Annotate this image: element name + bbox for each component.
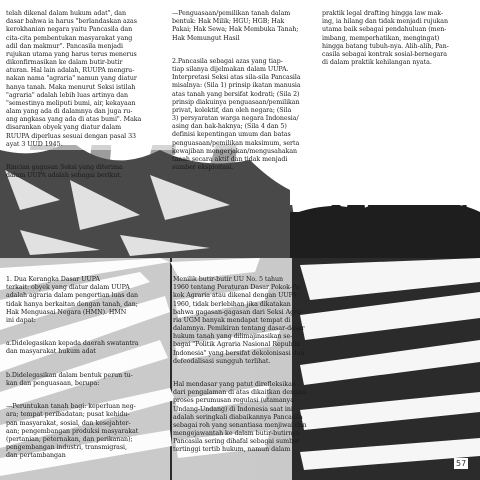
paragraph: —Penguasaan/pemilikan tanah dalam bentuk: Hak Milik; HGU; HGB; Hak Pakai; Hak Sewa; Hak Membuka Tanah; Hak Memungut Hasil — [172, 10, 299, 42]
paragraph: b.Didelegasikan dalam bentuk perun tu- kan dan penguasaan, berupa: — [6, 371, 133, 387]
paragraph: 2.Pancasila sebagai azas yang tiap- tiap silanya dijelmakan dalam UUPA. Interpretasi Seksi atas sila-sila Pancasila misalnya: (Sila 1) prinsip ikatan manusia atas tanah yang bersifat kodrati; (Sila 2) prinsip diakuinya penguasaan/pemilikan privat, kolektif, dan oleh negara; (Sila 3) persyaratan warga negara Indonesia/ asing dan hak-haknya; (Sila 4 dan 5) definisi kepentingan umum dan batas penguasaan/pemilikan maksimum, serta kewajiban mengerjakan/mengusahakan tanah secara aktif dan tidak menjadi sumber eksploitasi. — [172, 57, 301, 171]
paragraph: telah dikenal dalam hukum adat", dan dasar bahwa ia harus "berlandaskan azas kerokhanian negara yaitu Pancasila dan cita-cita pembentukan masyarakat yang adil dan makmur". Pancasila menjadi rujukan utama yang harus terus menerus dikonfirmasikan ke dalam butir-butir aturan. Hal lain adalah, RUUPA mengru- nakan nama "agraria" namun yang diatur hanya tanah. Maka menurut Seksi istilah "agraria" adalah lebih luas artinya dan "semestinya meliputi bumi, air, kekayaan alam yang ada di dalamnya dan juga ru- ang angkasa yang ada di atas bumi". Maka disarankan obyek yang diatur dalam RUUPA diperluas sesuai dengan pasal 33 ayat 3 UUD 1945. — [6, 10, 142, 148]
paragraph: Menilik butir-butir UU No. 5 tahun 1960 tentang Peraturan Dasar Pokok-Po- kok Agraria atau dikenal dengan UUPA 1960, tidak berlebihan jika dikatakan bahwa gagasan-gagasan dari Seksi Agra- ria UGM banyak mendapat tempat di dalamnya. Pemikiran tentang dasar-dasar hukum tanah yang dilimajinasikan se- bagai "Politik Agraria Nasional Republik Indonesia" yang bersifat dekolonisasi dan defeodalisasi sungguh terlihat. — [173, 276, 305, 365]
top-column-1 — [6, 2, 161, 195]
paragraph: —Peruntukan tanah bagi: keperluan neg- ara; tempat peribadatan; pusat kehidu- pan masyarakat, sosial, dan kesejahter- aan; pengembangan produksi masyarakat (pertanian, peternakan, dan perikanan); pengembangan industri, transmigrasi, dan pertambangan — [6, 403, 139, 460]
paragraph: praktik legal drafting hingga law mak- ing, ia hilang dan tidak menjadi rujukan utama baik sebagai pendahuluan (men- imbang, memperhatikan, mengingat) hingga batang tubuh-nya. Alih-alih, Pan- casila sebagai kontrak sosial-bernegara di dalam praktik kehilangan nyata. — [322, 10, 449, 67]
paragraph: Hal mendasar yang patut direfleksikan dari pengalaman di atas dikaitkan dengan proses perumusan regulasi (utamanya Undang-Undang) di Indonesia saat ini adalah seringkali diabaikannya Pancasila sebagai roh yang senantiasa menjiwai dan mengejawantah ke dalam butir-butirnya. Pancasila sering dihafal sebagai sumber tertinggi tertib hukum, namun dalam — [173, 381, 307, 454]
top-column-2 — [172, 2, 322, 187]
bottom-column-1 — [6, 268, 166, 475]
page-number: 57 — [456, 459, 467, 468]
paragraph: 1. Dua Kerangka Dasar UUPA terkait: obyek yang diatur dalam UUPA adalah agraria dalam pengertian luas dan tidak hanya berkaitan dengan tanah, dan; Hak Menguasai Negara (HMN). HMN ini dapat: — [6, 276, 139, 324]
paragraph: a.Didelegasikan kepada daerah swatantra dan masyarakat hukum adat — [6, 340, 139, 356]
bottom-column-2 — [173, 268, 328, 470]
top-column-3 — [322, 2, 477, 82]
paragraph: Rincian gagasan Seksi yang diterima dalam UUPA adalah sebagai berikut. — [6, 163, 123, 180]
